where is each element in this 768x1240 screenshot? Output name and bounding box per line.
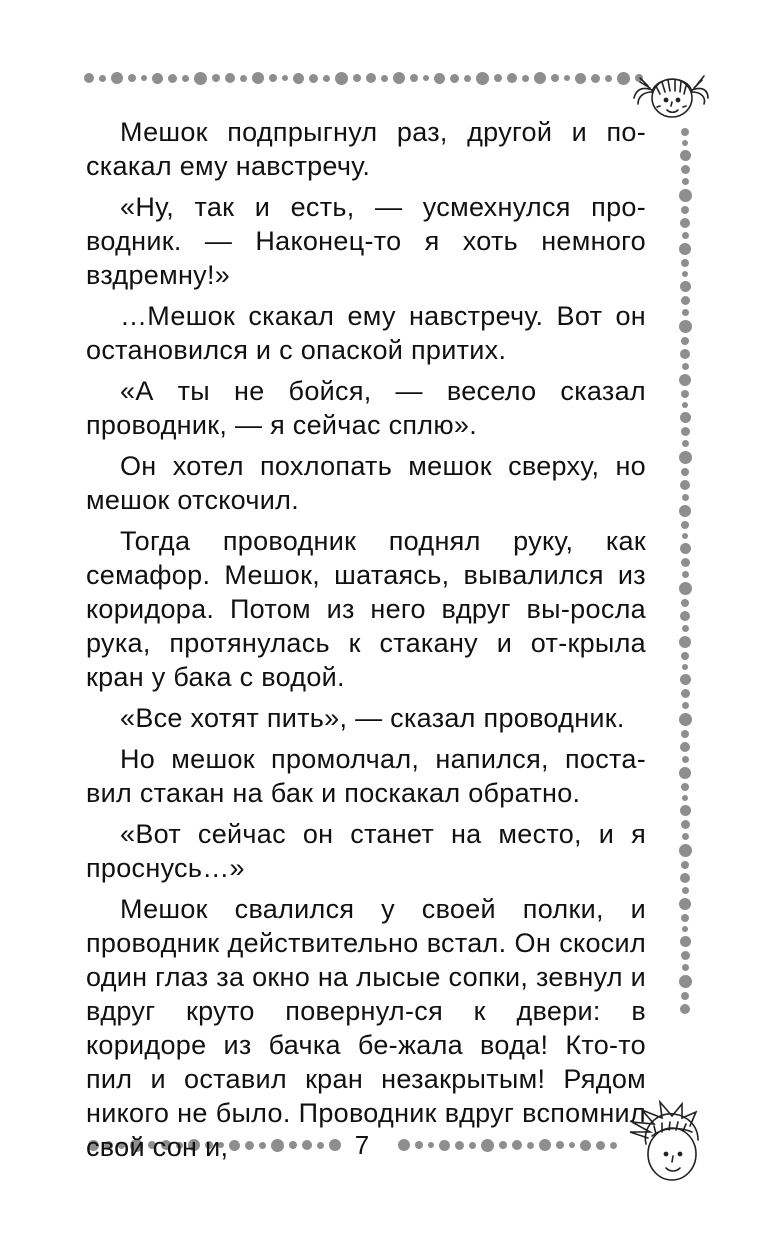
decor-dot <box>681 165 690 174</box>
decor-dot <box>335 72 348 85</box>
decor-dot <box>681 914 689 922</box>
decor-dot <box>680 805 691 816</box>
decor-dot <box>682 140 688 146</box>
decor-dot <box>682 363 689 370</box>
decor-dot <box>680 543 691 554</box>
decor-dot <box>252 72 264 84</box>
decor-dot <box>682 571 689 578</box>
decor-dot <box>680 281 691 292</box>
paragraph: Мешок свалился у своей полки, и проводник действительно встал. Он скосил один глаз за окно на лысые сопки, зевнул и вдруг круто повернул-ся к двери: в коридоре из бачка бе-жала вода! Кто-то пил и оставил кран незакрытым! Рядом никого не было. Проводник вдруг вспомнил свой сон и, <box>86 894 646 1162</box>
decor-dot <box>194 72 207 85</box>
decor-dot <box>410 74 418 82</box>
decor-dot <box>450 74 459 83</box>
decor-dot <box>682 625 689 632</box>
decor-dot <box>575 73 586 84</box>
decor-dot <box>534 72 546 84</box>
decor-dot <box>681 652 689 660</box>
decor-dot <box>680 412 691 423</box>
decor-dot <box>680 218 690 228</box>
decor-dot <box>682 756 689 763</box>
decor-dot <box>111 72 123 84</box>
decor-dot <box>681 206 689 214</box>
decor-dot <box>682 795 688 801</box>
decor-dot <box>84 73 94 83</box>
decor-dot <box>681 783 689 791</box>
paragraph: …Мешок скакал ему навстречу. Вот он остановился и с опаской притих. <box>86 301 646 365</box>
decor-dot <box>682 964 689 971</box>
decor-dot <box>679 636 691 648</box>
decor-dot <box>682 271 688 277</box>
decor-dot <box>323 75 330 82</box>
decor-dot <box>293 73 304 84</box>
decor-dot <box>393 72 405 84</box>
decor-dot <box>434 73 445 84</box>
decor-dot <box>680 674 691 685</box>
decor-dot <box>681 337 689 345</box>
decor-dot <box>680 349 690 359</box>
decor-dot <box>682 833 689 840</box>
decor-dot <box>152 73 163 84</box>
decor-dot <box>681 820 690 829</box>
decor-dot <box>182 75 189 82</box>
paragraph: Он хотел похлопать мешок сверху, но мешок отскочил. <box>86 451 646 515</box>
decor-dot <box>681 259 689 267</box>
decor-dot <box>679 975 692 988</box>
decor-dot <box>680 611 690 621</box>
decor-dot <box>679 243 691 255</box>
decor-dot <box>680 1004 690 1014</box>
decor-dot <box>522 75 529 82</box>
decor-dot <box>605 75 612 82</box>
paragraph: «Вот сейчас он станет на место, и я проснусь…» <box>86 819 646 883</box>
decor-dot <box>682 440 689 447</box>
decor-dot <box>682 178 689 185</box>
decor-dot <box>617 72 630 85</box>
decor-dot <box>679 189 692 202</box>
decor-dot <box>682 887 689 894</box>
girl-with-pigtails-icon <box>630 46 710 126</box>
decor-dot <box>679 898 691 910</box>
decor-dot <box>681 689 690 698</box>
decor-dot <box>680 873 690 883</box>
decor-dot <box>680 150 691 161</box>
decor-dot <box>240 75 247 82</box>
decor-dot <box>423 75 429 81</box>
decor-dot <box>681 992 689 1000</box>
decor-dot <box>680 480 690 490</box>
decor-dot <box>128 74 136 82</box>
paragraph: «Все хотят пить», — сказал проводник. <box>120 703 625 733</box>
page-number: 7 <box>354 1130 370 1160</box>
decor-dot <box>681 296 690 305</box>
decor-dot <box>551 74 559 82</box>
decor-dot <box>681 521 689 529</box>
decor-dot <box>679 374 691 386</box>
decor-dot <box>366 73 376 83</box>
decor-dot <box>679 505 691 517</box>
story-text <box>86 115 646 1171</box>
decor-dot <box>680 936 691 947</box>
decor-dot <box>476 72 489 85</box>
decor-dot <box>682 664 688 670</box>
decor-dot <box>591 74 600 83</box>
decor-dot <box>681 468 689 476</box>
decor-dot <box>680 742 690 752</box>
decor-dot <box>681 390 689 398</box>
decor-dot <box>682 494 689 501</box>
decor-dot <box>679 713 692 726</box>
paragraph: Мешок подпрыгнул раз, другой и по-скакал ему навстречу. <box>86 117 646 181</box>
paragraph: «Ну, так и есть, — усмехнулся про-водник. — Наконец-то я хоть немного вздремну!» <box>86 192 646 290</box>
boy-face-icon <box>622 1092 712 1192</box>
decor-dot <box>679 767 691 779</box>
paragraph: «А ты не бойся, — весело сказал проводник, — я сейчас сплю». <box>86 376 646 440</box>
decor-dot <box>681 558 690 567</box>
decor-dot <box>99 75 106 82</box>
decor-dot <box>464 75 471 82</box>
decor-dot <box>681 951 690 960</box>
decor-dot <box>679 582 692 595</box>
decor-dot <box>309 74 318 83</box>
decor-dot <box>682 533 688 539</box>
decor-dot <box>682 309 689 316</box>
right-dotted-border <box>676 128 694 1090</box>
decor-dot <box>353 74 361 82</box>
decor-dot <box>682 702 689 709</box>
decor-dot <box>679 451 692 464</box>
decor-dot <box>681 427 690 436</box>
decor-dot <box>282 75 288 81</box>
decor-dot <box>507 73 517 83</box>
decor-dot <box>494 74 502 82</box>
decor-dot <box>682 232 689 239</box>
decor-dot <box>682 926 688 932</box>
decor-dot <box>679 320 692 333</box>
decor-dot <box>681 599 689 607</box>
decor-dot <box>681 730 689 738</box>
top-dotted-border <box>84 69 632 87</box>
decor-dot <box>681 861 689 869</box>
decor-dot <box>168 74 177 83</box>
decor-dot <box>564 75 570 81</box>
decor-dot <box>679 844 692 857</box>
decor-dot <box>681 128 689 136</box>
decor-dot <box>141 75 147 81</box>
decor-dot <box>682 402 688 408</box>
decor-dot <box>269 74 277 82</box>
paragraph: Тогда проводник поднял руку, как семафор. Мешок, шатаясь, вывалился из коридора. Потом из него вдруг вы-росла рука, протянулась к стакану и от-крыла кран у бака с водой. <box>86 526 646 692</box>
decor-dot <box>381 75 388 82</box>
decor-dot <box>225 73 235 83</box>
paragraph: Но мешок промолчал, напился, поста-вил стакан на бак и поскакал обратно. <box>86 744 646 808</box>
decor-dot <box>212 74 220 82</box>
